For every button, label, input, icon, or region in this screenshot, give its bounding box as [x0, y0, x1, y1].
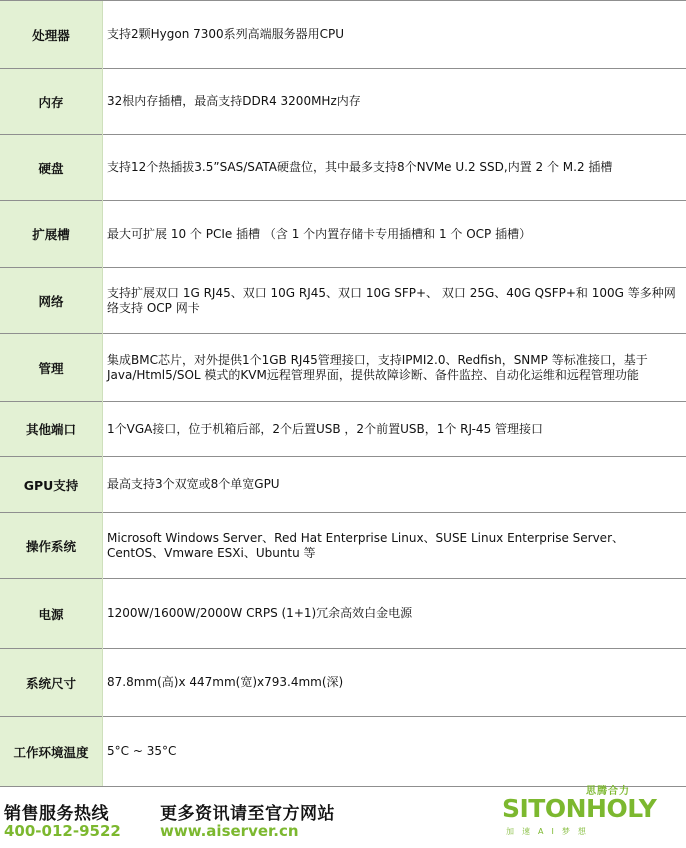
- hotline-number[interactable]: 400-012-9522: [4, 822, 121, 840]
- hotline-title: 销售服务热线: [4, 804, 109, 824]
- spec-label: 其他端口: [0, 402, 103, 457]
- spec-row-expansion: [0, 201, 686, 268]
- spec-value: 支持12个热插拔3.5”SAS/SATA硬盘位，其中最多支持8个NVMe U.2 SSD,内置 2 个 M.2 插槽: [103, 135, 686, 201]
- spec-value: 支持2颗Hygon 7300系列高端服务器用CPU: [103, 1, 686, 69]
- logo-slogan: 思腾合力: [586, 786, 630, 797]
- footer: [0, 786, 686, 848]
- spec-row-management: [0, 334, 686, 402]
- spec-value: Microsoft Windows Server、Red Hat Enterprise Linux、SUSE Linux Enterprise Server、CentOS、Vmware ESXi、Ubuntu 等: [103, 513, 686, 579]
- spec-label: 工作环境温度: [0, 717, 103, 787]
- spec-value: 32根内存插槽，最高支持DDR4 3200MHz内存: [103, 69, 686, 135]
- spec-value: 1200W/1600W/2000W CRPS (1+1)冗余高效白金电源: [103, 579, 686, 649]
- spec-label: 系统尺寸: [0, 649, 103, 717]
- spec-row-cpu: [0, 1, 686, 69]
- spec-value: 最大可扩展 10 个 PCIe 插槽 （含 1 个内置存储卡专用插槽和 1 个 OCP 插槽）: [103, 201, 686, 268]
- spec-label: 处理器: [0, 1, 103, 69]
- spec-value: 最高支持3个双宽或8个单宽GPU: [103, 457, 686, 513]
- spec-row-dimensions: [0, 649, 686, 717]
- spec-row-memory: [0, 69, 686, 135]
- spec-row-gpu: [0, 457, 686, 513]
- spec-value: 87.8mm(高)x 447mm(宽)x793.4mm(深): [103, 649, 686, 717]
- spec-label: GPU支持: [0, 457, 103, 513]
- sitonholy-logo: [500, 782, 657, 846]
- spec-row-ports: [0, 402, 686, 457]
- spec-row-storage: [0, 135, 686, 201]
- spec-label: 操作系统: [0, 513, 103, 579]
- spec-value: 集成BMC芯片，对外提供1个1GB RJ45管理接口，支持IPMI2.0、Redfish，SNMP 等标准接口，基于Java/Html5/SOL 模式的KVM远程管理界面，提供故障诊断、备件监控、自动化运维和远程管理功能: [103, 334, 686, 402]
- spec-label: 网络: [0, 268, 103, 334]
- spec-label: 硬盘: [0, 135, 103, 201]
- spec-value: 支持扩展双口 1G RJ45、双口 10G RJ45、双口 10G SFP+、 双口 25G、40G QSFP+和 100G 等多种网络支持 OCP 网卡: [103, 268, 686, 334]
- spec-value: 1个VGA接口，位于机箱后部，2个后置USB ，2个前置USB，1个 RJ-45 管理接口: [103, 402, 686, 457]
- spec-label: 管理: [0, 334, 103, 402]
- logo-brand: SITONHOLY: [502, 794, 657, 823]
- website-link[interactable]: www.aiserver.cn: [160, 822, 299, 840]
- spec-row-network: [0, 268, 686, 334]
- spec-label: 电源: [0, 579, 103, 649]
- spec-row-os: [0, 513, 686, 579]
- spec-label: 内存: [0, 69, 103, 135]
- spec-label: 扩展槽: [0, 201, 103, 268]
- website-title: 更多资讯请至官方网站: [160, 804, 335, 824]
- spec-row-power: [0, 579, 686, 649]
- spec-value: 5°C ~ 35°C: [103, 717, 686, 787]
- spec-row-temperature: [0, 717, 686, 787]
- logo-tagline: 加速AI梦想: [506, 827, 594, 836]
